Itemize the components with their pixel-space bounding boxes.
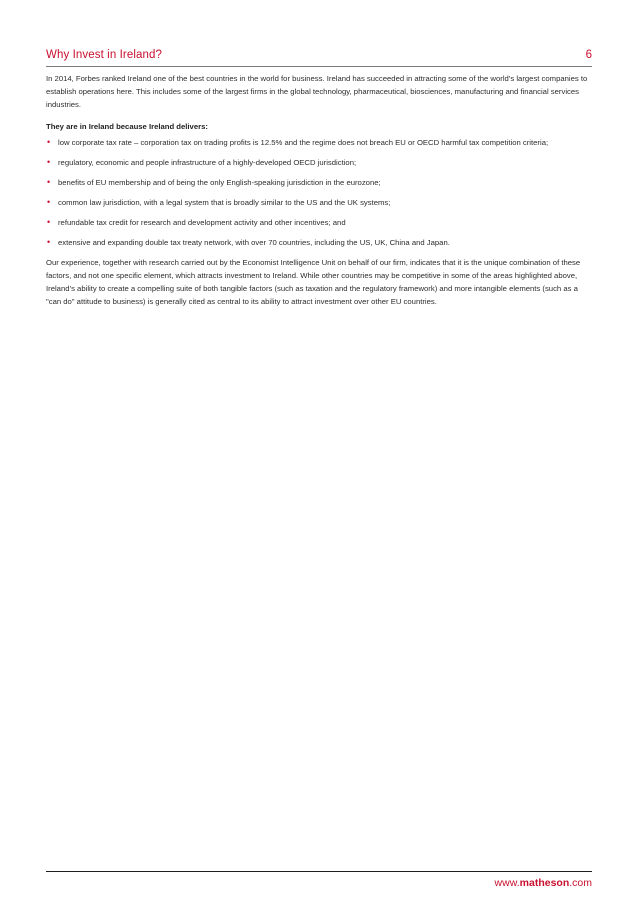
page-body — [46, 72, 592, 317]
website-link[interactable] — [495, 877, 592, 889]
url-prefix: www. — [494, 877, 520, 889]
bullet-dot-icon: • — [47, 157, 51, 167]
page-number: 6 — [585, 49, 592, 61]
bullet-dot-icon: • — [47, 177, 51, 187]
intro-paragraph: In 2014, Forbes ranked Ireland one of the best countries in the world for business. Ireland has succeeded in attracting some of the world’s largest companies to establish operations here. This includes some of the largest firms in the global technology, pharmaceutical, biosciences, manufacturing and financial services industries. — [46, 74, 588, 109]
list-item-text: extensive and expanding double tax treaty network, with over 70 countries, including the US, UK, China and Japan. — [58, 238, 450, 247]
url-brand: matheson — [519, 877, 570, 889]
bullet-dot-icon: • — [47, 217, 51, 227]
list-item — [46, 156, 592, 169]
list-item-text: regulatory, economic and people infrastructure of a highly-developed OECD jurisdiction; — [58, 158, 357, 167]
bullet-dot-icon: • — [47, 137, 51, 147]
page-header — [46, 46, 592, 67]
bullet-dot-icon: • — [47, 237, 51, 247]
list-item — [46, 236, 592, 249]
list-item — [46, 136, 592, 149]
list-item-text: common law jurisdiction, with a legal system that is broadly similar to the US and the UK systems; — [58, 198, 391, 207]
section-subheading: They are in Ireland because Ireland delivers: — [46, 122, 208, 131]
page-footer — [46, 871, 592, 889]
list-item — [46, 216, 592, 229]
page-title: Why Invest in Ireland? — [46, 49, 162, 61]
benefits-list — [46, 136, 592, 249]
list-item — [46, 196, 592, 209]
bullet-dot-icon: • — [47, 197, 51, 207]
closing-paragraph: Our experience, together with research carried out by the Economist Intelligence Unit on behalf of our firm, indicates that it is the unique combination of these factors, and not one specific element, which attracts investment to Ireland. While other countries may be competitive in some of the areas highlighted above, Ireland’s ability to create a compelling suite of both tangible factors (such as taxation and the regulatory framework) and more intangible elements (such as a "can do" attitude to business) is generally cited as central to its ability to attract investment over other EU countries. — [46, 258, 581, 306]
list-item — [46, 176, 592, 189]
list-item-text: benefits of EU membership and of being the only English-speaking jurisdiction in the eurozone; — [58, 178, 381, 187]
url-suffix: .com — [569, 877, 592, 889]
list-item-text: low corporate tax rate – corporation tax on trading profits is 12.5% and the regime does not breach EU or OECD harmful tax competition criteria; — [58, 138, 549, 147]
list-item-text: refundable tax credit for research and development activity and other incentives; and — [58, 218, 346, 227]
